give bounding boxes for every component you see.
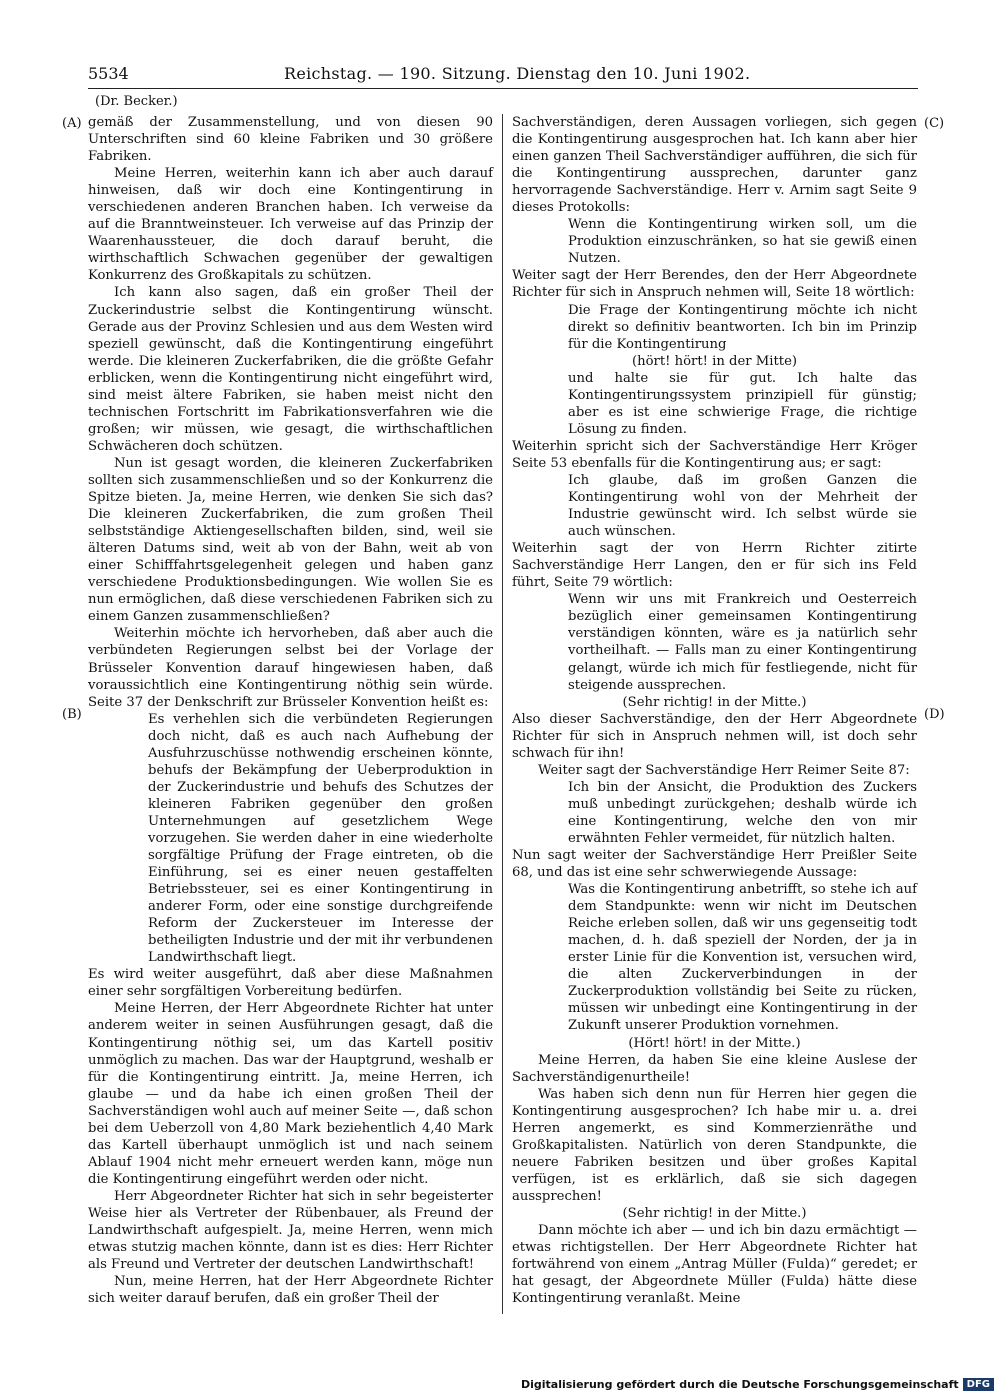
paragraph: Meine Herren, da haben Sie eine kleine Auslese der Sachverständigenurtheile! <box>512 1052 917 1085</box>
left-column <box>88 114 493 1307</box>
block-quote: Ich glaube, daß im großen Ganzen die Kontingentirung wohl von der Mehrheit der Industrie gewünscht wird. Ich selbst würde sie auch wünschen. <box>568 472 917 540</box>
block-quote: Wenn die Kontingentirung wirken soll, um die Produktion einzuschränken, so hat sie gewiß einen Nutzen. <box>568 217 917 267</box>
column-divider <box>502 114 503 1314</box>
paragraph: Weiterhin möchte ich hervorheben, daß aber auch die verbündeten Regierungen selbst bei der Vorlage der Brüsseler Konvention darauf hingewiesen haben, daß voraussichtlich eine Kontingentirung nöthig sein würde. Seite 37 der Denkschrift zur Brüsseler Konvention heißt es: <box>88 626 493 710</box>
right-column <box>512 114 917 1307</box>
digitization-footer <box>521 1378 994 1391</box>
header-rule <box>88 88 918 89</box>
paragraph: Nun, meine Herren, hat der Herr Abgeordnete Richter sich weiter darauf berufen, daß ein großer Theil der <box>88 1274 493 1307</box>
paragraph: Meine Herren, der Herr Abgeordnete Richter hat unter anderem weiter in seinen Ausführungen gesagt, daß die Kontingentirung nöthig sei, um das Kartell positiv unmöglich zu machen. Das war der Hauptgrund, weshalb er für die Kontingentirung eintritt. Ja, meine Herren, ich glaube — und da habe ich einen großen Theil der Sachverständigen wohl auch auf meiner Seite —, daß schon bei dem Ueberzoll von 4,80 Mark beziehentlich 4,40 Mark das Kartell überhaupt unmöglich ist und nach seinem Ablauf 1904 nicht mehr erneuert werden kann, möge nun die Kontingentirung eingeführt werden oder nicht. <box>88 1001 493 1187</box>
paragraph: Was haben sich denn nun für Herren hier gegen die Kontingentirung ausgesprochen? Ich habe mir u. a. drei Herren angemerkt, es sind Kommerzienräthe und Großkapitalisten. Natürlich von deren Standpunkte, die neuere Fabriken besitzen und über großes Kapital verfügen, ist es erklärlich, daß sie sich dagegen aussprechen! <box>512 1086 917 1204</box>
paragraph: Nun sagt weiter der Sachverständige Herr Preißler Seite 68, und das ist eine sehr schwerwiegende Aussage: <box>512 848 917 881</box>
footer-text: Digitalisierung gefördert durch die Deutsche Forschungsgemeinschaft <box>520 1378 959 1391</box>
paragraph: Sachverständigen, deren Aussagen vorliegen, sich gegen die Kontingentirung ausgesprochen hat. Ich kann aber hier einen ganzen Theil Sachverständiger aufführen, die sich für die Kontingentirung aussprechen, darunter ganz hervorragende Sachverständige. Herr v. Arnim sagt Seite 9 dieses Protokolls: <box>512 115 917 216</box>
block-quote: und halte sie für gut. Ich halte das Kontingentirungssystem prinzipiell für günstig; aber es ist eine schwierige Frage, die richtige Lösung zu finden. <box>568 370 917 437</box>
dfg-logo: DFG <box>963 1378 994 1391</box>
paragraph: Weiterhin spricht sich der Sachverständige Herr Kröger Seite 53 ebenfalls für die Kontingentirung aus; er sagt: <box>512 438 917 471</box>
paragraph: Weiterhin sagt der von Herrn Richter zitirte Sachverständige Herr Langen, den er für sich ins Feld führt, Seite 79 wörtlich: <box>512 541 917 591</box>
paragraph: Weiter sagt der Herr Berendes, den der Herr Abgeordnete Richter für sich in Anspruch nehmen will, Seite 18 wörtlich: <box>512 268 917 301</box>
interjection: (hört! hört! in der Mitte) <box>631 353 798 369</box>
margin-marker-d: (D) <box>924 707 945 722</box>
margin-marker-a: (A) <box>62 116 82 131</box>
paragraph: gemäß der Zusammenstellung, und von diesen 90 Unterschriften sind 60 kleine Fabriken und 30 größere Fabriken. <box>88 115 493 165</box>
block-quote: Es verhehlen sich die verbündeten Regierungen doch nicht, daß es auch nach Aufhebung der Ausfuhrzuschüsse nothwendig erscheinen könnte, behufs der Bekämpfung der Ueberproduktion in der Zuckerindustrie und behufs des Schutzes der kleineren Fabriken gegenüber den großen Unternehmungen auf gesetzlichem Wege vorzugehen. Sie werden daher in eine wiederholte sorgfältige Prüfung der Frage eintreten, ob die Einführung, sei es einer neuen gestaffelten Betriebssteuer, sei es einer Kontingentirung in anderer Form, oder eine sonstige durchgreifende Reform der Zuckersteuer im Interesse der betheiligten Industrie und der mit ihr verbundenen Landwirthschaft liegt. <box>148 711 493 966</box>
margin-marker-c: (C) <box>924 116 945 131</box>
paragraph: Herr Abgeordneter Richter hat sich in sehr begeisterter Weise hier als Vertreter der Rübenbauer, als Freund der Landwirthschaft aufgespielt. Ja, meine Herren, wenn mich etwas stutzig machen könnte, dann ist es dies: Herr Richter als Freund und Vertreter der deutschen Landwirthschaft! <box>88 1188 493 1273</box>
speaker-label: (Dr. Becker.) <box>95 94 178 109</box>
page-number: 5534 <box>88 64 129 83</box>
block-quote: Ich bin der Ansicht, die Produktion des Zuckers muß unbedingt zurückgehen; deshalb würde ich eine Kontingentirung, welche den von mir erwähnten Fehler vermeidet, für nützlich halten. <box>568 779 917 846</box>
paragraph: Nun ist gesagt worden, die kleineren Zuckerfabriken sollten sich zusammenschließen und so der Konkurrenz die Spitze bieten. Ja, meine Herren, wie denken Sie sich das? Die kleineren Zuckerfabriken, die zum großen Theil selbstständige Aktiengesellschaften bilden, sind, weil sie älteren Datums sind, weit ab von der Bahn, weit ab von einer Schifffahrtsgelegenheit gelegen und haben ganz verschiedene Produktionsbedingungen. Wie wollen Sie es nun ermöglichen, daß diese verschiedenen Fabriken sich zu einem Ganzen zusammenschließen? <box>88 455 493 625</box>
interjection: (Hört! hört! in der Mitte.) <box>628 1035 801 1051</box>
block-quote: Was die Kontingentirung anbetrifft, so stehe ich auf dem Standpunkte: wenn wir nicht im Deutschen Reiche erleben sollen, daß wir uns gegenseitig todt machen, d. h. daß speziell der Norden, der ja in erster Linie für die Konvention ist, versuchen wird, die alten Zuckerverbindungen in der Zuckerproduktion vollständig bei Seite zu rücken, müssen wir unbedingt eine Kontingentirung in der Zukunft unserer Produktion vornehmen. <box>568 882 917 1034</box>
paragraph: Es wird weiter ausgeführt, daß aber diese Maßnahmen einer sehr sorgfältigen Vorbereitung bedürfen. <box>88 967 493 1000</box>
interjection: (Sehr richtig! in der Mitte.) <box>622 694 807 710</box>
paragraph: Also dieser Sachverständige, den der Herr Abgeordnete Richter für sich in Anspruch nehmen will, ist doch sehr schwach für ihn! <box>512 711 917 761</box>
paragraph: Meine Herren, weiterhin kann ich aber auch darauf hinweisen, daß wir doch eine Kontingentirung in verschiedenen anderen Branchen haben. Ich verweise da auf die Branntweinsteuer. Ich verweise auf das Prinzip der Waarenhaussteuer, die doch darauf beruht, die wirthschaftlich Schwachen gegenüber der gewaltigen Konkurrenz des Großkapitals zu schützen. <box>88 166 493 284</box>
margin-marker-b: (B) <box>62 707 82 722</box>
paragraph: Dann möchte ich aber — und ich bin dazu ermächtigt — etwas richtigstellen. Der Herr Abgeordnete Richter hat fortwährend von einem „Antrag Müller (Fulda)“ geredet; er hat gesagt, der Abgeordnete Müller (Fulda) hätte diese Kontingentirung veranlaßt. Meine <box>512 1223 917 1307</box>
interjection: (Sehr richtig! in der Mitte.) <box>622 1206 807 1221</box>
block-quote: Wenn wir uns mit Frankreich und Oesterreich bezüglich einer gemeinsamen Kontingentirung verständigen könnten, wäre es ja natürlich sehr vortheilhaft. — Falls man zu einer Kontingentirung gelangt, würde ich mich für festliegende, nicht für steigende aussprechen. <box>568 592 917 693</box>
running-title: Reichstag. — 190. Sitzung. Dienstag den 10. Juni 1902. <box>284 64 751 83</box>
paragraph: Weiter sagt der Sachverständige Herr Reimer Seite 87: <box>538 762 910 778</box>
page-header <box>88 64 918 88</box>
paragraph: Ich kann also sagen, daß ein großer Theil der Zuckerindustrie selbst die Kontingentirung wünscht. Gerade aus der Provinz Schlesien und aus dem Westen wird speziell gewünscht, daß die Kontingentirung eingeführt werde. Die kleineren Zuckerfabriken, die die größte Gefahr erblicken, wenn die Kontingentirung nicht eingeführt wird, sind meist ältere Fabriken, sie haben meist nicht den technischen Fortschritt im Fabrikationsverfahren wie die großen; wir müssen, wie gesagt, die wirthschaftlichen Schwächeren doch schützen. <box>88 285 493 454</box>
block-quote: Die Frage der Kontingentirung möchte ich nicht direkt so definitiv beantworten. Ich bin im Prinzip für die Kontingentirung <box>568 302 917 352</box>
